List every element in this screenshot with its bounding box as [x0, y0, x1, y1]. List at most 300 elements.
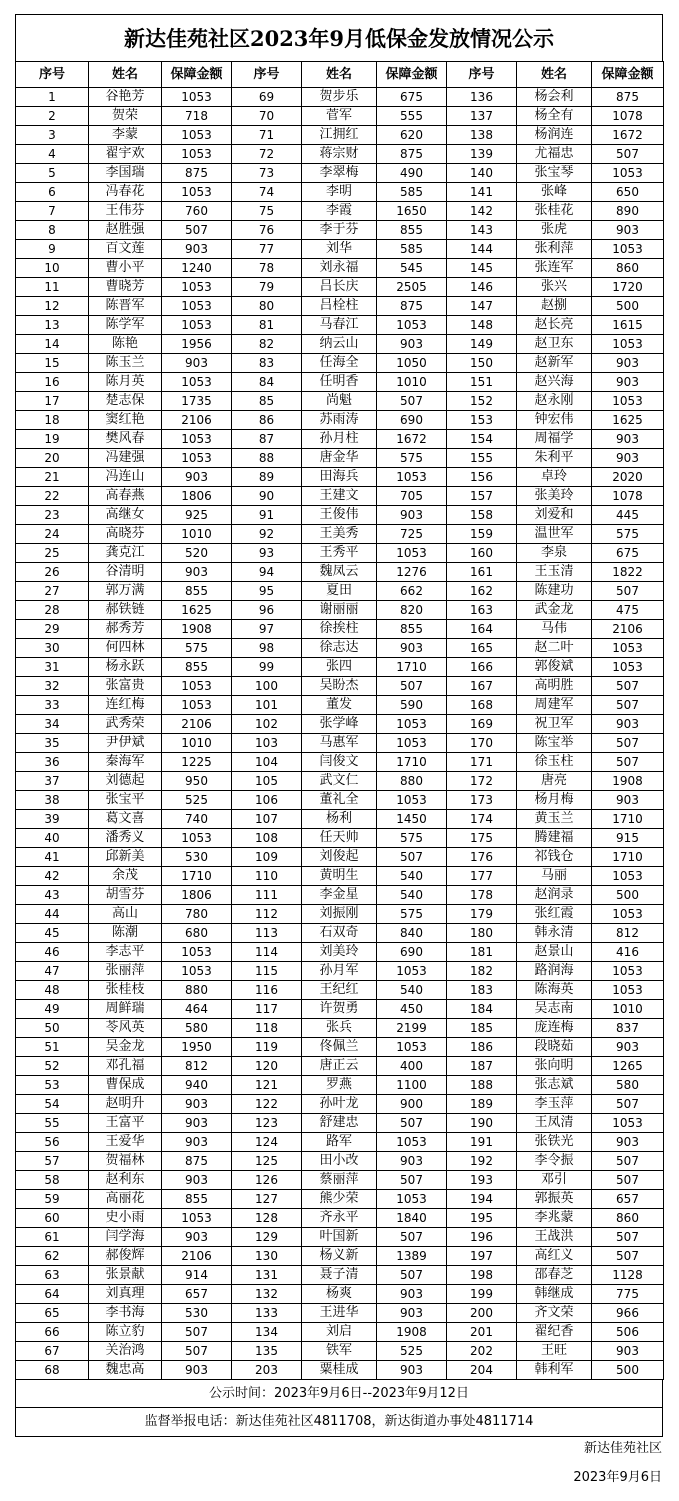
serial-number-cell: 125	[232, 1152, 302, 1171]
name-cell: 冯连山	[89, 468, 162, 487]
name-cell: 董礼全	[302, 791, 377, 810]
table-row	[16, 1228, 664, 1247]
amount-cell: 903	[592, 1342, 664, 1361]
name-cell: 杨润连	[517, 126, 592, 145]
name-cell: 陈月英	[89, 373, 162, 392]
amount-cell: 506	[592, 1323, 664, 1342]
serial-number-cell: 188	[447, 1076, 517, 1095]
amount-cell: 555	[377, 107, 447, 126]
serial-number-cell: 54	[16, 1095, 89, 1114]
name-cell: 叶国新	[302, 1228, 377, 1247]
serial-number-cell: 38	[16, 791, 89, 810]
amount-cell: 903	[162, 1361, 232, 1380]
amount-cell: 500	[592, 297, 664, 316]
serial-number-cell: 144	[447, 240, 517, 259]
serial-number-cell: 101	[232, 696, 302, 715]
table-row	[16, 1057, 664, 1076]
serial-number-cell: 167	[447, 677, 517, 696]
table-row	[16, 392, 664, 411]
serial-number-cell: 118	[232, 1019, 302, 1038]
name-cell: 刘美玲	[302, 943, 377, 962]
serial-number-cell: 150	[447, 354, 517, 373]
table-header-row	[16, 62, 664, 88]
serial-number-cell: 83	[232, 354, 302, 373]
name-cell: 卓玲	[517, 468, 592, 487]
footer-block	[15, 1380, 663, 1437]
amount-cell: 903	[162, 1095, 232, 1114]
serial-number-cell: 22	[16, 487, 89, 506]
name-cell: 史小雨	[89, 1209, 162, 1228]
amount-cell: 507	[377, 1266, 447, 1285]
serial-number-cell: 107	[232, 810, 302, 829]
name-cell: 韩利军	[517, 1361, 592, 1380]
serial-number-cell: 178	[447, 886, 517, 905]
table-row	[16, 639, 664, 658]
serial-number-cell: 135	[232, 1342, 302, 1361]
amount-cell: 500	[592, 886, 664, 905]
name-cell: 王玉清	[517, 563, 592, 582]
amount-cell: 620	[377, 126, 447, 145]
amount-cell: 1053	[592, 1114, 664, 1133]
amount-cell: 1710	[162, 867, 232, 886]
serial-number-cell: 47	[16, 962, 89, 981]
amount-cell: 1053	[162, 829, 232, 848]
name-cell: 李明	[302, 183, 377, 202]
serial-number-cell: 34	[16, 715, 89, 734]
name-cell: 窦红艳	[89, 411, 162, 430]
serial-number-cell: 169	[447, 715, 517, 734]
serial-number-cell: 168	[447, 696, 517, 715]
name-cell: 陈宝举	[517, 734, 592, 753]
table-row	[16, 867, 664, 886]
name-cell: 任天帅	[302, 829, 377, 848]
amount-cell: 903	[592, 715, 664, 734]
amount-cell: 925	[162, 506, 232, 525]
serial-number-cell: 157	[447, 487, 517, 506]
serial-number-cell: 195	[447, 1209, 517, 1228]
serial-number-cell: 55	[16, 1114, 89, 1133]
serial-number-cell: 139	[447, 145, 517, 164]
serial-number-cell: 24	[16, 525, 89, 544]
amount-cell: 1053	[377, 468, 447, 487]
serial-number-cell: 112	[232, 905, 302, 924]
amount-cell: 1053	[162, 145, 232, 164]
serial-number-cell: 160	[447, 544, 517, 563]
amount-cell: 585	[377, 183, 447, 202]
amount-cell: 507	[592, 1171, 664, 1190]
table-row	[16, 772, 664, 791]
name-cell: 张美玲	[517, 487, 592, 506]
amount-cell: 580	[592, 1076, 664, 1095]
amount-cell: 540	[377, 981, 447, 1000]
serial-number-cell: 44	[16, 905, 89, 924]
amount-cell: 1710	[377, 753, 447, 772]
amount-cell: 1720	[592, 278, 664, 297]
name-cell: 陈海英	[517, 981, 592, 1000]
amount-cell: 507	[162, 1323, 232, 1342]
amount-cell: 1053	[377, 544, 447, 563]
serial-number-cell: 43	[16, 886, 89, 905]
serial-number-cell: 65	[16, 1304, 89, 1323]
name-cell: 任明香	[302, 373, 377, 392]
serial-number-cell: 192	[447, 1152, 517, 1171]
amount-cell: 1053	[377, 734, 447, 753]
amount-cell: 903	[162, 1114, 232, 1133]
amount-cell: 1100	[377, 1076, 447, 1095]
serial-number-cell: 99	[232, 658, 302, 677]
serial-number-cell: 53	[16, 1076, 89, 1095]
serial-number-cell: 86	[232, 411, 302, 430]
amount-cell: 903	[592, 449, 664, 468]
serial-number-cell: 191	[447, 1133, 517, 1152]
serial-number-cell: 161	[447, 563, 517, 582]
column-header: 序号	[16, 62, 89, 88]
amount-cell: 1950	[162, 1038, 232, 1057]
name-cell: 楚志保	[89, 392, 162, 411]
table-row	[16, 506, 664, 525]
serial-number-cell: 15	[16, 354, 89, 373]
name-cell: 张宝琴	[517, 164, 592, 183]
amount-cell: 903	[592, 354, 664, 373]
serial-number-cell: 142	[447, 202, 517, 221]
name-cell: 周鲜瑞	[89, 1000, 162, 1019]
name-cell: 江拥红	[302, 126, 377, 145]
serial-number-cell: 58	[16, 1171, 89, 1190]
amount-cell: 1053	[592, 867, 664, 886]
table-row	[16, 449, 664, 468]
serial-number-cell: 200	[447, 1304, 517, 1323]
serial-number-cell: 155	[447, 449, 517, 468]
serial-number-cell: 49	[16, 1000, 89, 1019]
serial-number-cell: 119	[232, 1038, 302, 1057]
name-cell: 赵润录	[517, 886, 592, 905]
serial-number-cell: 33	[16, 696, 89, 715]
serial-number-cell: 85	[232, 392, 302, 411]
name-cell: 李蒙	[89, 126, 162, 145]
name-cell: 魏忠高	[89, 1361, 162, 1380]
amount-cell: 966	[592, 1304, 664, 1323]
name-cell: 马春江	[302, 316, 377, 335]
table-row	[16, 734, 664, 753]
amount-cell: 507	[592, 1095, 664, 1114]
name-cell: 郝秀芳	[89, 620, 162, 639]
table-row	[16, 221, 664, 240]
amount-cell: 1078	[592, 487, 664, 506]
amount-cell: 903	[162, 468, 232, 487]
name-cell: 李令振	[517, 1152, 592, 1171]
amount-cell: 2106	[592, 620, 664, 639]
name-cell: 齐文荣	[517, 1304, 592, 1323]
amount-cell: 837	[592, 1019, 664, 1038]
serial-number-cell: 29	[16, 620, 89, 639]
name-cell: 王富平	[89, 1114, 162, 1133]
amount-cell: 507	[592, 677, 664, 696]
name-cell: 朱利平	[517, 449, 592, 468]
serial-number-cell: 67	[16, 1342, 89, 1361]
serial-number-cell: 98	[232, 639, 302, 658]
serial-number-cell: 21	[16, 468, 89, 487]
amount-cell: 1840	[377, 1209, 447, 1228]
serial-number-cell: 185	[447, 1019, 517, 1038]
amount-cell: 545	[377, 259, 447, 278]
serial-number-cell: 20	[16, 449, 89, 468]
serial-number-cell: 12	[16, 297, 89, 316]
serial-number-cell: 105	[232, 772, 302, 791]
amount-cell: 855	[162, 658, 232, 677]
name-cell: 舒建忠	[302, 1114, 377, 1133]
name-cell: 李翠梅	[302, 164, 377, 183]
name-cell: 冯春花	[89, 183, 162, 202]
amount-cell: 903	[162, 240, 232, 259]
name-cell: 李金星	[302, 886, 377, 905]
name-cell: 高丽花	[89, 1190, 162, 1209]
amount-cell: 880	[162, 981, 232, 1000]
name-cell: 郭俊斌	[517, 658, 592, 677]
name-cell: 张四	[302, 658, 377, 677]
name-cell: 张志斌	[517, 1076, 592, 1095]
name-cell: 张宝平	[89, 791, 162, 810]
serial-number-cell: 95	[232, 582, 302, 601]
serial-number-cell: 51	[16, 1038, 89, 1057]
amount-cell: 475	[592, 601, 664, 620]
name-cell: 刘华	[302, 240, 377, 259]
amount-cell: 855	[162, 582, 232, 601]
name-cell: 张景献	[89, 1266, 162, 1285]
table-row	[16, 810, 664, 829]
table-row	[16, 373, 664, 392]
serial-number-cell: 109	[232, 848, 302, 867]
amount-cell: 507	[592, 1152, 664, 1171]
serial-number-cell: 130	[232, 1247, 302, 1266]
amount-cell: 507	[377, 677, 447, 696]
amount-cell: 1053	[592, 981, 664, 1000]
name-cell: 谢丽丽	[302, 601, 377, 620]
name-cell: 王伟芬	[89, 202, 162, 221]
serial-number-cell: 127	[232, 1190, 302, 1209]
amount-cell: 507	[377, 848, 447, 867]
amount-cell: 1806	[162, 886, 232, 905]
amount-cell: 680	[162, 924, 232, 943]
name-cell: 谷艳芳	[89, 88, 162, 107]
serial-number-cell: 141	[447, 183, 517, 202]
name-cell: 郭振英	[517, 1190, 592, 1209]
name-cell: 王旺	[517, 1342, 592, 1361]
serial-number-cell: 143	[447, 221, 517, 240]
serial-number-cell: 198	[447, 1266, 517, 1285]
amount-cell: 875	[592, 88, 664, 107]
name-cell: 刘启	[302, 1323, 377, 1342]
serial-number-cell: 110	[232, 867, 302, 886]
amount-cell: 1710	[377, 658, 447, 677]
name-cell: 冯建强	[89, 449, 162, 468]
amount-cell: 1053	[592, 639, 664, 658]
name-cell: 佟佩兰	[302, 1038, 377, 1057]
name-cell: 张利萍	[517, 240, 592, 259]
amount-cell: 1389	[377, 1247, 447, 1266]
serial-number-cell: 11	[16, 278, 89, 297]
serial-number-cell: 151	[447, 373, 517, 392]
name-cell: 粟桂成	[302, 1361, 377, 1380]
amount-cell: 490	[377, 164, 447, 183]
amount-cell: 450	[377, 1000, 447, 1019]
name-cell: 高山	[89, 905, 162, 924]
column-header: 姓名	[302, 62, 377, 88]
amount-cell: 903	[162, 1171, 232, 1190]
table-row	[16, 1133, 664, 1152]
name-cell: 高春燕	[89, 487, 162, 506]
serial-number-cell: 81	[232, 316, 302, 335]
amount-cell: 1735	[162, 392, 232, 411]
table-row	[16, 354, 664, 373]
amount-cell: 1276	[377, 563, 447, 582]
serial-number-cell: 36	[16, 753, 89, 772]
amount-cell: 903	[377, 1285, 447, 1304]
serial-number-cell: 76	[232, 221, 302, 240]
amount-cell: 530	[162, 1304, 232, 1323]
name-cell: 何四林	[89, 639, 162, 658]
name-cell: 赵景山	[517, 943, 592, 962]
amount-cell: 950	[162, 772, 232, 791]
name-cell: 武文仁	[302, 772, 377, 791]
serial-number-cell: 146	[447, 278, 517, 297]
amount-cell: 2199	[377, 1019, 447, 1038]
amount-cell: 1672	[592, 126, 664, 145]
amount-cell: 1806	[162, 487, 232, 506]
amount-cell: 675	[377, 88, 447, 107]
serial-number-cell: 32	[16, 677, 89, 696]
serial-number-cell: 159	[447, 525, 517, 544]
serial-number-cell: 181	[447, 943, 517, 962]
amount-cell: 650	[592, 183, 664, 202]
amount-cell: 900	[377, 1095, 447, 1114]
serial-number-cell: 7	[16, 202, 89, 221]
name-cell: 陈建功	[517, 582, 592, 601]
amount-cell: 1053	[377, 791, 447, 810]
name-cell: 张兴	[517, 278, 592, 297]
name-cell: 高晓芬	[89, 525, 162, 544]
amount-cell: 860	[592, 259, 664, 278]
amount-cell: 400	[377, 1057, 447, 1076]
name-cell: 刘振刚	[302, 905, 377, 924]
table-row	[16, 1000, 664, 1019]
serial-number-cell: 100	[232, 677, 302, 696]
serial-number-cell: 164	[447, 620, 517, 639]
serial-number-cell: 197	[447, 1247, 517, 1266]
name-cell: 翟宇欢	[89, 145, 162, 164]
name-cell: 潘秀义	[89, 829, 162, 848]
name-cell: 郝铁链	[89, 601, 162, 620]
serial-number-cell: 4	[16, 145, 89, 164]
name-cell: 关治鸿	[89, 1342, 162, 1361]
name-cell: 刘永福	[302, 259, 377, 278]
serial-number-cell: 3	[16, 126, 89, 145]
name-cell: 王美秀	[302, 525, 377, 544]
amount-cell: 780	[162, 905, 232, 924]
amount-cell: 725	[377, 525, 447, 544]
amount-cell: 580	[162, 1019, 232, 1038]
serial-number-cell: 121	[232, 1076, 302, 1095]
table-row	[16, 829, 664, 848]
amount-cell: 1053	[162, 962, 232, 981]
amount-cell: 1053	[162, 297, 232, 316]
serial-number-cell: 8	[16, 221, 89, 240]
serial-number-cell: 140	[447, 164, 517, 183]
table-row	[16, 145, 664, 164]
serial-number-cell: 66	[16, 1323, 89, 1342]
name-cell: 邓引	[517, 1171, 592, 1190]
serial-number-cell: 136	[447, 88, 517, 107]
serial-number-cell: 190	[447, 1114, 517, 1133]
table-row	[16, 1114, 664, 1133]
name-cell: 王凤清	[517, 1114, 592, 1133]
serial-number-cell: 149	[447, 335, 517, 354]
name-cell: 李于芬	[302, 221, 377, 240]
amount-cell: 464	[162, 1000, 232, 1019]
amount-cell: 507	[377, 392, 447, 411]
amount-cell: 1053	[162, 316, 232, 335]
page-title: 新达佳苑社区2023年9月低保金发放情况公示	[15, 14, 663, 61]
amount-cell: 507	[592, 582, 664, 601]
name-cell: 李霞	[302, 202, 377, 221]
serial-number-cell: 111	[232, 886, 302, 905]
serial-number-cell: 46	[16, 943, 89, 962]
amount-cell: 1053	[592, 392, 664, 411]
serial-number-cell: 71	[232, 126, 302, 145]
amount-cell: 1053	[162, 183, 232, 202]
name-cell: 赵二叶	[517, 639, 592, 658]
name-cell: 赵长亮	[517, 316, 592, 335]
name-cell: 田海兵	[302, 468, 377, 487]
name-cell: 唐亮	[517, 772, 592, 791]
name-cell: 张铁光	[517, 1133, 592, 1152]
table-row	[16, 791, 664, 810]
name-cell: 王爱华	[89, 1133, 162, 1152]
amount-cell: 1053	[162, 696, 232, 715]
serial-number-cell: 42	[16, 867, 89, 886]
report-hotline: 监督举报电话：新达佳苑社区4811708，新达街道办事处4811714	[16, 1407, 662, 1436]
serial-number-cell: 89	[232, 468, 302, 487]
table-row	[16, 677, 664, 696]
name-cell: 李国瑞	[89, 164, 162, 183]
name-cell: 陈学军	[89, 316, 162, 335]
table-row	[16, 468, 664, 487]
amount-cell: 1710	[592, 848, 664, 867]
amount-cell: 812	[162, 1057, 232, 1076]
serial-number-cell: 19	[16, 430, 89, 449]
amount-cell: 1053	[377, 1038, 447, 1057]
amount-cell: 507	[592, 1228, 664, 1247]
table-row	[16, 1247, 664, 1266]
column-header: 保障金额	[377, 62, 447, 88]
amount-cell: 890	[592, 202, 664, 221]
amount-cell: 690	[377, 943, 447, 962]
amount-cell: 903	[592, 373, 664, 392]
serial-number-cell: 93	[232, 544, 302, 563]
name-cell: 赵捌	[517, 297, 592, 316]
name-cell: 路军	[302, 1133, 377, 1152]
serial-number-cell: 128	[232, 1209, 302, 1228]
amount-cell: 1053	[592, 658, 664, 677]
name-cell: 曹保成	[89, 1076, 162, 1095]
subsidy-table	[15, 61, 664, 1380]
name-cell: 徐志达	[302, 639, 377, 658]
serial-number-cell: 80	[232, 297, 302, 316]
name-cell: 吕栓柱	[302, 297, 377, 316]
amount-cell: 1053	[377, 962, 447, 981]
table-row	[16, 753, 664, 772]
name-cell: 贺荣	[89, 107, 162, 126]
name-cell: 祝卫军	[517, 715, 592, 734]
